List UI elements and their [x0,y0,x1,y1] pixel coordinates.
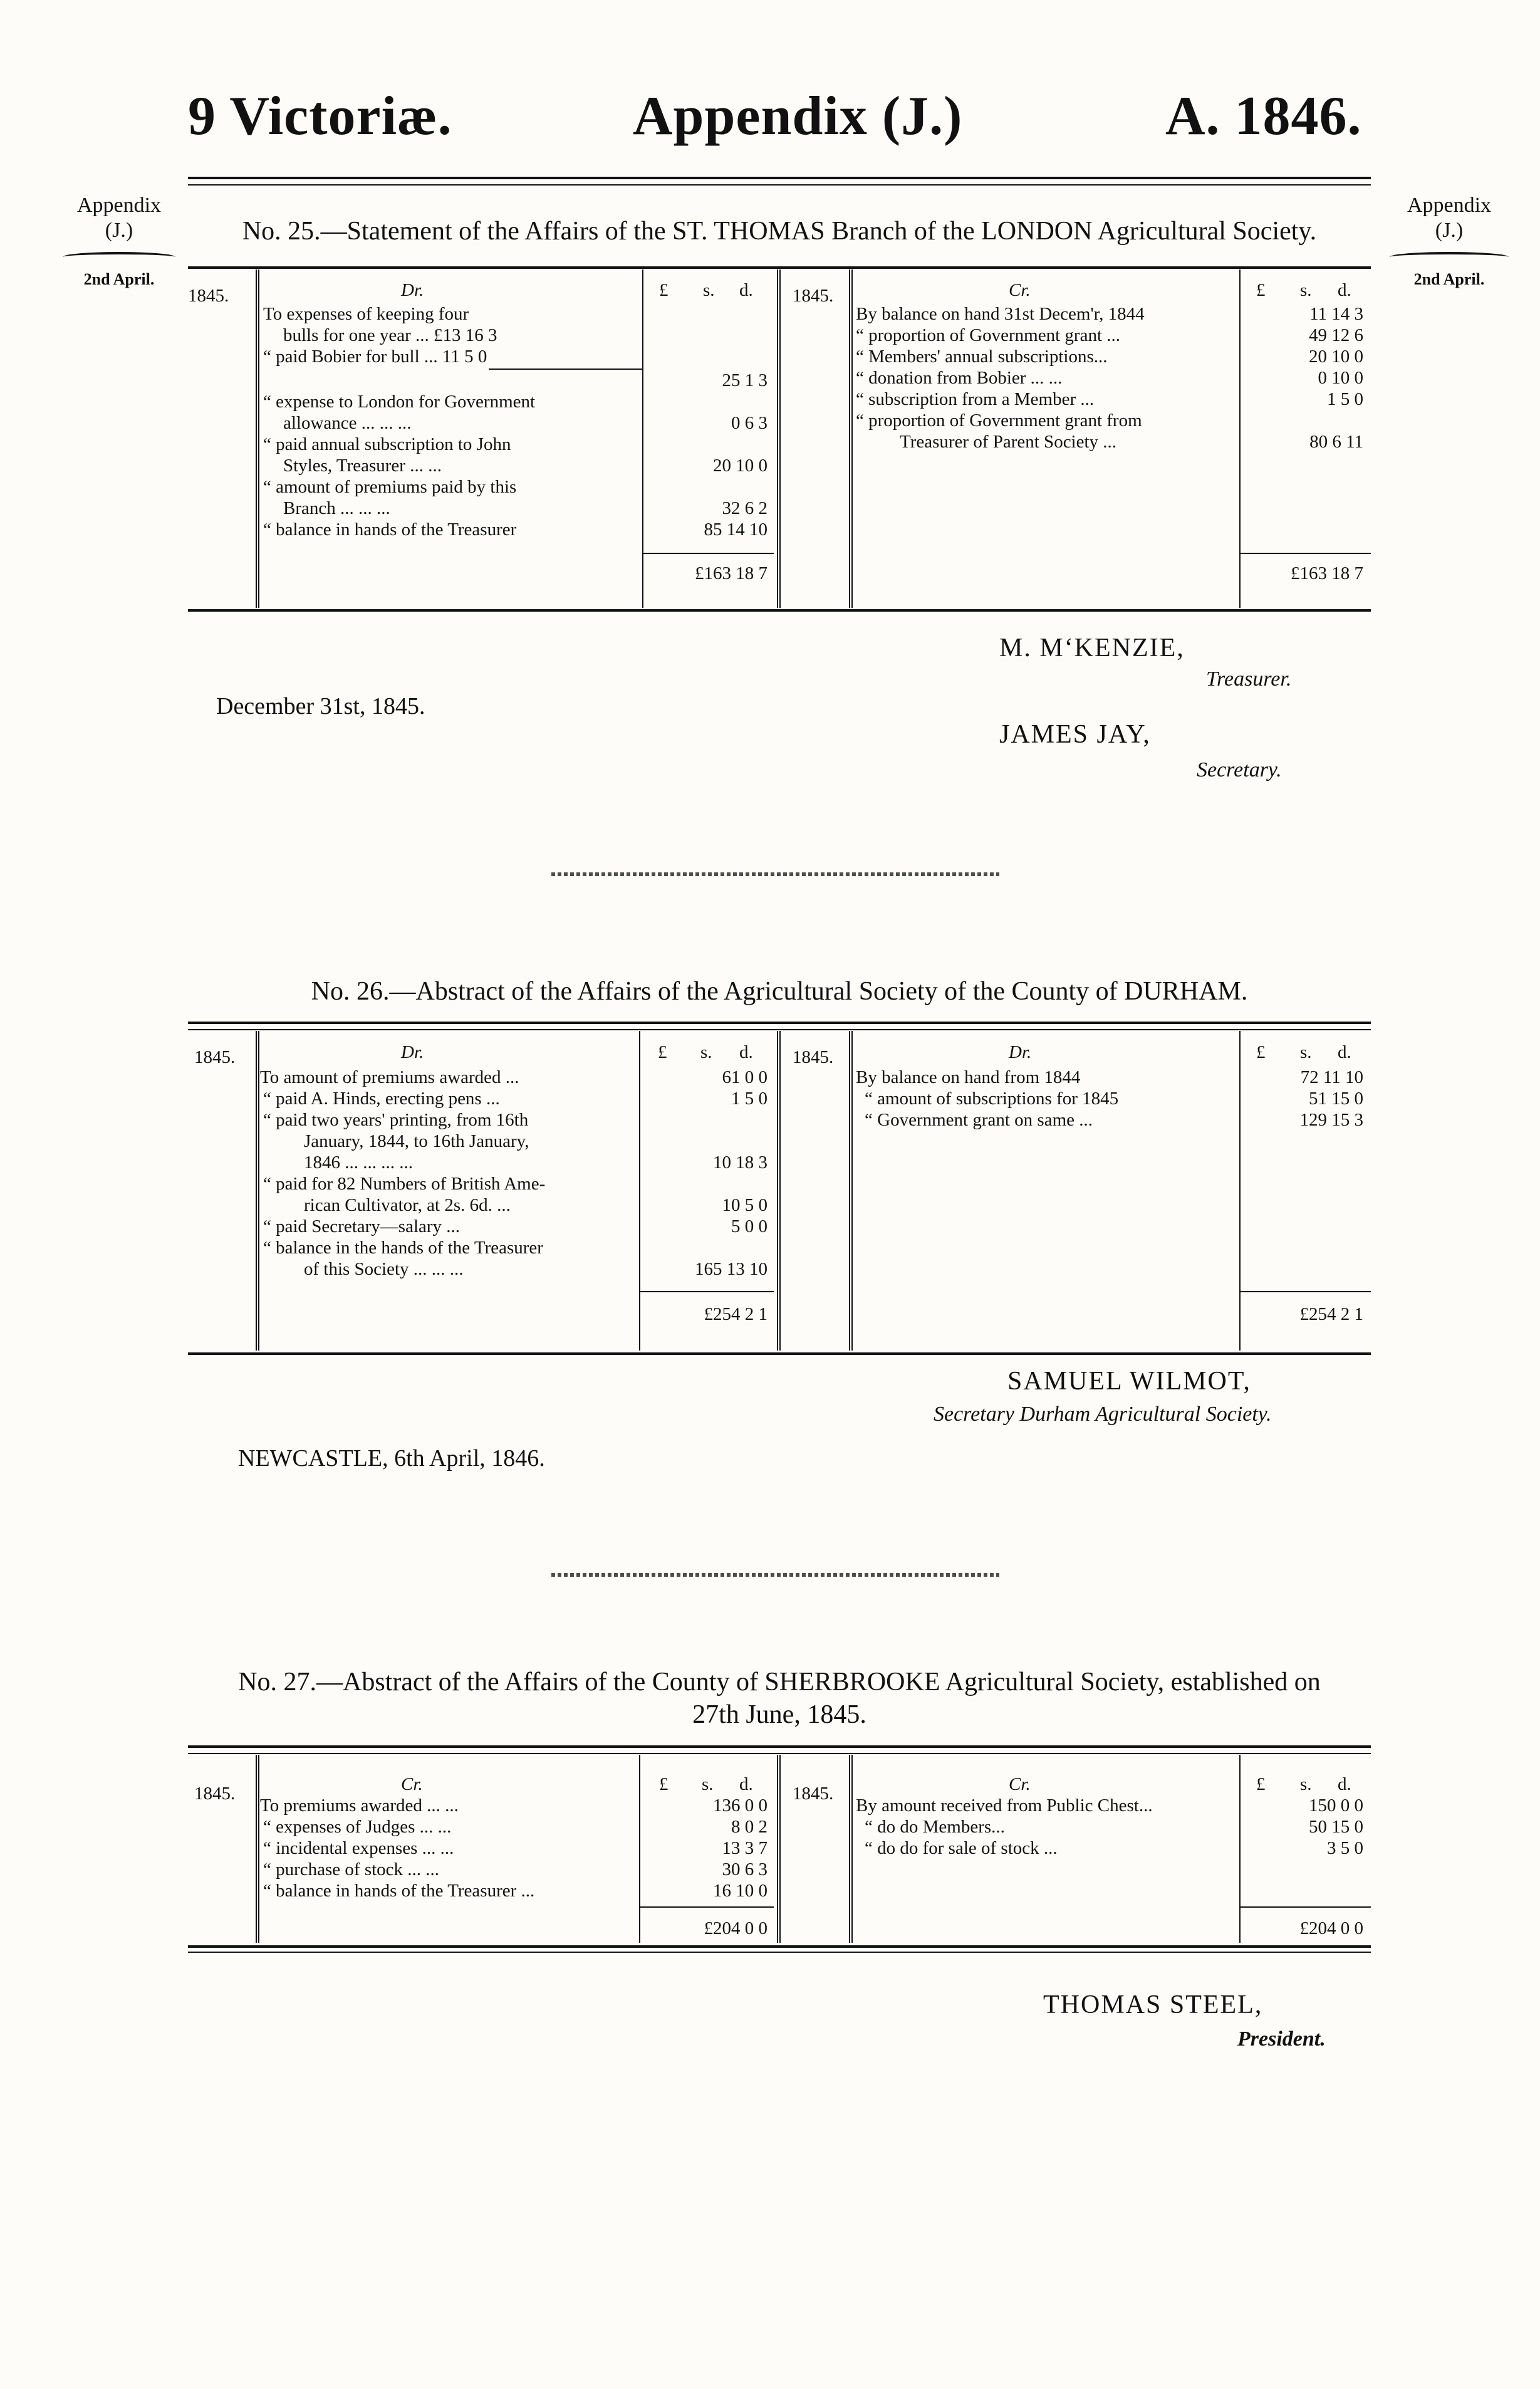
s25-year-right: 1845. [793,286,834,306]
s26-right-amount: 72 11 10 [1300,1067,1363,1087]
s26-left-line: “ paid A. Hinds, erecting pens ... [263,1089,500,1109]
s25-date: December 31st, 1845. [216,693,425,719]
s26-year-right: 1845. [793,1047,834,1067]
s25-right-amount: 49 12 6 [1309,325,1363,345]
s25-left-line: Styles, Treasurer ... ... [283,456,442,476]
s25-top-rule [188,266,1371,269]
s26-cr-heading: Dr. [1009,1042,1032,1062]
s25-secretary-role: Secretary. [1197,758,1282,782]
s25-left-line: “ expense to London for Government [263,392,536,412]
s27-title-line1: No. 27.—Abstract of the Affairs of the County of SHERBROOKE Agricultural Society, established on [238,1668,1321,1696]
s25-title: No. 25.—Statement of the Affairs of the ST. THOMAS Branch of the LONDON Agricultural Society. [242,217,1317,246]
s25-left-line: To expenses of keeping four [263,304,469,324]
s27-right-line: “ do do for sale of stock ... [865,1838,1058,1858]
s26-top-rule-thin [188,1029,1371,1030]
s27-right-amount: 50 15 0 [1309,1817,1363,1837]
s25-total-rule [642,553,774,554]
s26-left-line: To amount of premiums awarded ... [260,1067,519,1087]
margin-date: 2nd April. [1413,270,1485,288]
s26-left-line: of this Society ... ... ... [304,1259,464,1279]
section-divider [551,872,999,876]
s26-right-line: “ Government grant on same ... [865,1110,1093,1130]
s27-top-rule [188,1745,1371,1748]
s26-date: NEWCASTLE, 6th April, 1846. [238,1445,545,1472]
s25-cr-heading: Cr. [1009,280,1031,300]
margin-sub: (J.) [105,219,133,242]
s27-right-amount: 150 0 0 [1309,1796,1363,1816]
s26-left-amount: 165 13 10 [695,1259,767,1279]
s27-dr-heading: Cr. [401,1774,423,1794]
s25-secretary-name: JAMES JAY, [999,720,1151,749]
s26-right-line: By balance on hand from 1844 [856,1067,1081,1087]
s26-col-rule [777,1031,781,1351]
s25-left-line: “ paid Bobier for bull ... 11 5 0 [263,347,487,367]
s26-left-line: “ balance in the hands of the Treasurer [263,1238,543,1258]
s26-pound-heading: £ [1256,1042,1266,1062]
s26-left-amount: 1 5 0 [731,1089,767,1109]
s27-president-name: THOMAS STEEL, [1043,1990,1263,2019]
s27-left-total: £204 0 0 [704,1918,767,1938]
s26-left-amount: 10 18 3 [713,1153,767,1173]
s25-year-left: 1845. [188,286,229,306]
s25-left-line: “ paid annual subscription to John [263,434,511,454]
s26-left-line: January, 1844, to 16th January, [304,1131,529,1151]
s25-right-line: Treasurer of Parent Society ... [900,432,1117,452]
s25-right-line: “ Members' annual subscriptions... [856,347,1108,367]
s25-left-line: Branch ... ... ... [283,498,390,518]
s26-pound-heading: £ [658,1042,667,1062]
margin-note-right [1390,193,1509,292]
s25-pound-heading: £ [1256,280,1266,300]
s26-right-amount: 129 15 3 [1299,1110,1363,1130]
s25-right-amount: 11 14 3 [1309,304,1363,324]
s27-left-line: To premiums awarded ... ... [260,1796,459,1816]
s25-left-amount: 25 1 3 [722,370,767,390]
s26-left-line: rican Cultivator, at 2s. 6d. ... [304,1195,511,1215]
s25-pence-heading: d. [739,280,753,300]
s25-col-rule [849,269,853,608]
s26-left-amount: 10 5 0 [722,1195,767,1215]
s26-col-rule [256,1031,259,1351]
s25-right-line: “ proportion of Government grant from [856,410,1142,431]
s26-left-amount: 61 0 0 [722,1067,767,1087]
s26-bottom-rule [188,1352,1371,1355]
s27-right-line: “ do do Members... [865,1817,1005,1837]
s27-col-rule [777,1755,781,1943]
s27-pound-heading: £ [659,1774,669,1794]
s27-left-amount: 16 10 0 [713,1881,767,1901]
s26-left-line: “ paid Secretary—salary ... [263,1216,460,1236]
margin-brace [63,252,175,262]
margin-note-left [63,193,175,292]
s27-right-total: £204 0 0 [1299,1918,1363,1938]
s27-pound-heading: £ [1256,1774,1266,1794]
s26-col-rule [849,1031,853,1351]
margin-date: 2nd April. [83,270,155,288]
s25-right-line: “ donation from Bobier ... ... [856,368,1063,388]
s26-dr-heading: Dr. [401,1042,424,1062]
s27-year-left: 1845. [194,1784,236,1804]
s25-col-rule [777,269,781,608]
s27-shilling-heading: s. [702,1774,714,1794]
s27-left-line: “ incidental expenses ... ... [263,1838,454,1858]
s27-title-line2: 27th June, 1845. [692,1700,866,1729]
s27-col-rule [849,1755,853,1943]
s25-right-amount: 80 6 11 [1309,432,1363,452]
margin-brace [1390,252,1509,262]
s26-top-rule [188,1022,1371,1024]
s26-year-left: 1845. [194,1047,236,1067]
s26-total-rule [639,1291,774,1292]
s27-left-line: “ expenses of Judges ... ... [263,1817,452,1837]
s25-dr-heading: Dr. [401,280,424,300]
s25-right-amount: 0 10 0 [1318,368,1363,388]
s26-title: No. 26.—Abstract of the Affairs of the Agricultural Society of the County of DURHAM. [311,977,1248,1006]
s27-col-rule [256,1755,259,1943]
s25-bottom-rule [188,609,1371,612]
s26-left-line: “ paid for 82 Numbers of British Ame- [263,1174,546,1194]
header-appendix: Appendix (J.) [633,86,963,147]
s26-right-line: “ amount of subscriptions for 1845 [865,1089,1119,1109]
s25-subtotal-rule [489,369,642,370]
s25-left-amount: 85 14 10 [704,520,767,540]
s27-left-amount: 30 6 3 [722,1859,767,1879]
s27-right-line: By amount received from Public Chest... [856,1796,1153,1816]
s26-right-total: £254 2 1 [1299,1304,1363,1324]
header-regnal-year: 9 Victoriæ. [188,86,452,147]
s26-pence-heading: d. [1338,1042,1351,1062]
s26-shilling-heading: s. [700,1042,712,1062]
s27-bottom-rule-thin [188,1952,1371,1953]
s27-left-line: “ purchase of stock ... ... [263,1859,440,1879]
s27-left-amount: 13 3 7 [722,1838,767,1858]
s26-signatory-role: Secretary Durham Agricultural Society. [934,1403,1272,1426]
s27-left-amount: 8 0 2 [731,1817,767,1837]
s27-bottom-rule [188,1945,1371,1948]
s25-right-line: “ proportion of Government grant ... [856,325,1121,345]
s25-col-rule [642,269,643,608]
s27-total-rule [1239,1906,1371,1908]
s27-left-amount: 136 0 0 [713,1796,767,1816]
margin-label: Appendix [76,194,162,217]
s26-pence-heading: d. [739,1042,753,1062]
s26-shilling-heading: s. [1300,1042,1312,1062]
s25-right-total: £163 18 7 [1291,563,1363,583]
s25-left-line: “ amount of premiums paid by this [263,477,517,497]
s25-right-amount: 1 5 0 [1327,389,1363,409]
header-rule-thin [188,184,1371,186]
s26-left-total: £254 2 1 [704,1304,767,1324]
s27-pence-heading: d. [1338,1774,1351,1794]
s25-col-rule [256,269,259,608]
s25-total-rule [1239,553,1371,554]
section-divider [551,1573,999,1577]
s27-president-role: President. [1237,2027,1326,2051]
s25-right-line: “ subscription from a Member ... [856,389,1095,409]
s27-cr-heading: Cr. [1009,1774,1031,1794]
s25-treasurer-name: M. M‘KENZIE, [999,634,1185,662]
s25-pound-heading: £ [659,280,669,300]
s25-left-amount: 0 6 3 [731,413,767,433]
s26-right-amount: 51 15 0 [1309,1089,1363,1109]
s25-treasurer-role: Treasurer. [1206,667,1292,691]
margin-label: Appendix [1407,194,1492,217]
s25-left-line: bulls for one year ... £13 16 3 [283,325,497,345]
s27-pence-heading: d. [739,1774,753,1794]
s27-shilling-heading: s. [1300,1774,1312,1794]
header-year: A. 1846. [1165,86,1362,147]
s25-right-amount: 20 10 0 [1309,347,1363,367]
s27-top-rule-thin [188,1753,1371,1754]
s26-left-amount: 5 0 0 [731,1216,767,1236]
s26-signatory-name: SAMUEL WILMOT, [1007,1367,1251,1396]
s26-left-line: 1846 ... ... ... ... [304,1153,413,1173]
s25-shilling-heading: s. [703,280,715,300]
s27-total-rule [639,1906,774,1908]
s25-shilling-heading: s. [1300,280,1312,300]
s25-left-amount: 32 6 2 [722,498,767,518]
s25-left-total: £163 18 7 [695,563,767,583]
s25-pence-heading: d. [1338,280,1351,300]
s27-year-right: 1845. [793,1784,834,1804]
s26-total-rule [1239,1291,1371,1292]
s25-right-line: By balance on hand 31st Decem'r, 1844 [856,304,1145,324]
header-rule [188,177,1371,179]
s25-left-line: “ balance in hands of the Treasurer [263,520,517,540]
s27-left-line: “ balance in hands of the Treasurer ... [263,1881,535,1901]
s25-left-line: allowance ... ... ... [283,413,412,433]
s27-right-amount: 3 5 0 [1327,1838,1363,1858]
margin-sub: (J.) [1435,219,1464,242]
s25-left-amount: 20 10 0 [713,456,767,476]
s26-left-line: “ paid two years' printing, from 16th [263,1110,529,1130]
